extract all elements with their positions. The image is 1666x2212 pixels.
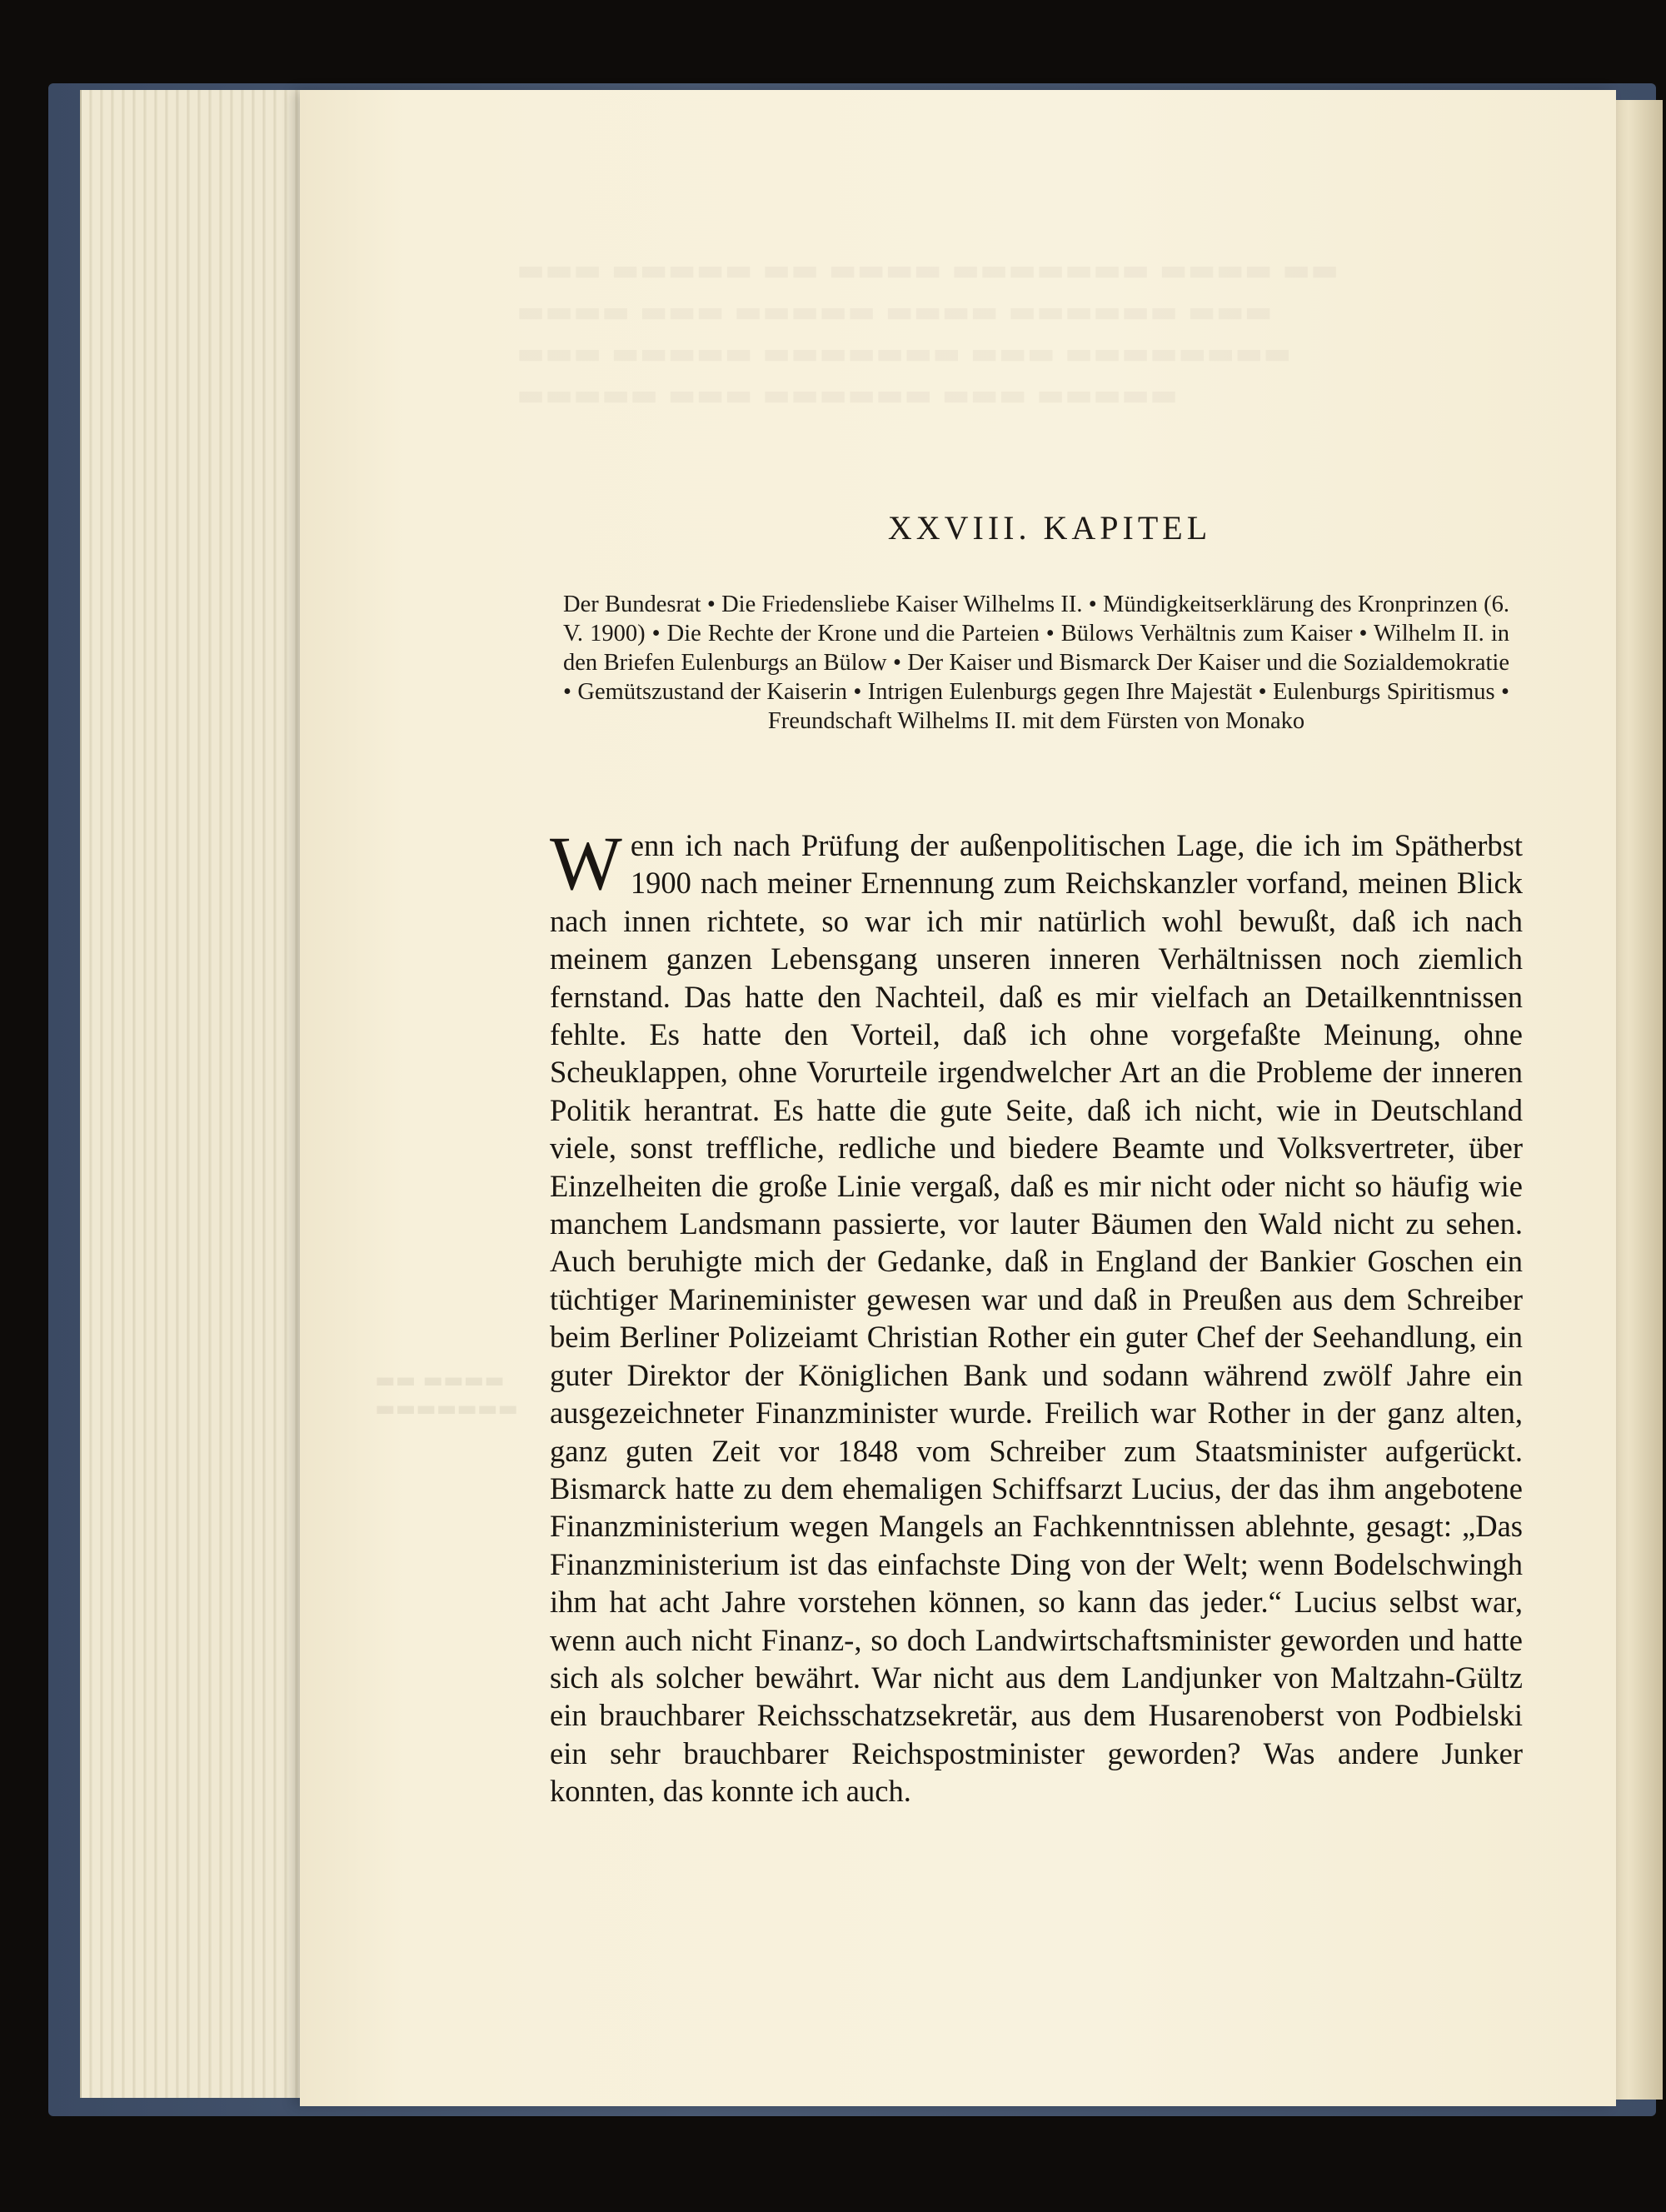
- drop-cap: W: [550, 821, 622, 906]
- chapter-summary: Der Bundesrat • Die Friedensliebe Kaiser Wilhelms II. • Mündigkeitserklärung des Kronprinzen (6. V. 1900) • Die Rechte der Krone und die Parteien • Bülows Verhältnis zum Kaiser • Wilhelm II. in den Briefen Eulenburgs an Bülow • Der Kaiser und Bismarck Der Kaiser und die Sozialdemokratie • Gemütszustand der Kaiserin • Intrigen Eulenburgs gegen Ihre Majestät • Eulenburgs Spiritismus • Freundschaft Wilhelms II. mit dem Fürsten von Monako: [563, 592, 1509, 734]
- show-through-margin-note: ▬▬ ▬▬▬▬ ▬▬▬▬▬▬▬: [375, 1368, 518, 1421]
- chapter-title: XXVIII. KAPITEL: [887, 509, 1212, 547]
- show-through-text: ▬▬▬ ▬▬▬▬▬ ▬▬ ▬▬▬▬ ▬▬▬▬▬▬▬ ▬▬▬▬ ▬▬ ▬▬▬▬ ▬▬▬ ▬▬▬▬▬ ▬▬▬▬ ▬▬▬▬▬▬ ▬▬▬ ▬▬▬ ▬▬▬▬▬ ▬▬▬▬▬▬▬ ▬▬▬ ▬▬▬▬▬▬▬▬ ▬▬▬▬▬ ▬▬▬ ▬▬▬▬▬▬ ▬▬▬ ▬▬▬▬▬: [516, 253, 1339, 412]
- chapter-body-paragraph: [550, 821, 1523, 1810]
- page-stack: [80, 90, 332, 2098]
- paragraph-text: enn ich nach Prüfung der außenpolitischen Lage, die ich im Spätherbst 1900 nach meiner Ernennung zum Reichskanzler vorfand, meinen Blick nach innen richtete, so war ich mir natürlich wohl bewußt, daß ich nach meinem ganzen Lebensgang unseren inneren Verhältnissen noch ziemlich fernstand. Das hatte den Nachteil, daß es mir vielfach an Detailkenntnissen fehlte. Es hatte den Vorteil, daß ich ohne vorgefaßte Meinung, ohne Scheuklappen, ohne Vorurteile irgendwelcher Art an die Probleme der inneren Politik herantrat. Es hatte die gute Seite, daß ich nicht, wie in Deutschland viele, sonst treffliche, redliche und biedere Beamte und Volksvertreter, über Einzelheiten die große Linie vergaß, daß es mir nicht oder nicht so häufig wie manchem Landsmann passierte, vor lauter Bäumen den Wald nicht zu sehen. Auch beruhigte mich der Gedanke, daß in England der Bankier Goschen ein tüchtiger Marineminister gewesen war und daß in Preußen aus dem Schreiber beim Berliner Polizeiamt Christian Rother ein guter Chef der Seehandlung, ein guter Direktor der Königlichen Bank und sodann während zwölf Jahre ein ausgezeichneter Finanzminister wurde. Freilich war Rother in der ganz alten, ganz guten Zeit vor 1848 vom Schreiber zum Staatsminister aufgerückt. Bismarck hatte zu dem ehemaligen Schiffsarzt Lucius, der das ihm angebotene Finanzministerium wegen Mangels an Fachkenntnissen ablehnte, gesagt: „Das Finanzministerium ist das einfachste Ding von der Welt; wenn Bodelschwingh ihm hat acht Jahre vorstehen können, so kann das jeder.“ Lucius selbst war, wenn auch nicht Finanz-, so doch Landwirtschaftsminister geworden und hatte sich als solcher bewährt. War nicht aus dem Landjunker von Maltzahn-Gültz ein brauchbarer Reichsschatzsekretär, aus dem Husarenoberst von Podbielski ein sehr brauchbarer Reichspostminister geworden? Was andere Junker konnten, das konnte ich auch.: [550, 828, 1523, 1809]
